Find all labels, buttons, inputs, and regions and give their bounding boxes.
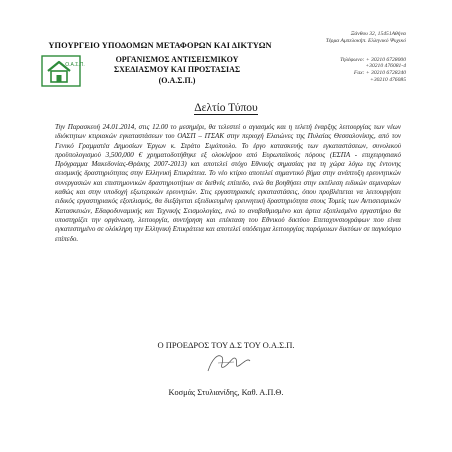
org-line-2: ΣΧΕΔΙΑΣΜΟΥ ΚΑΙ ΠΡΟΣΤΑΣΙΑΣ	[113, 65, 241, 75]
handwritten-signature-icon	[200, 349, 256, 377]
ministry-heading: ΥΠΟΥΡΓΕΙΟ ΥΠΟΔΟΜΩΝ ΜΕΤΑΦΟΡΩΝ ΚΑΙ ΔΙΚΤΥΩΝ	[48, 41, 272, 50]
body-text	[55, 123, 401, 244]
organization-name	[92, 55, 262, 86]
phone-line-2: +30210 476081-4	[365, 63, 406, 70]
svg-text:Ο.Α.Σ.Π.: Ο.Α.Σ.Π.	[65, 62, 85, 68]
oasp-logo-icon	[40, 54, 85, 88]
document-title-text: Δελτίο Τύπου	[194, 102, 258, 114]
fax-line: Fax: + 30210 6728240	[353, 70, 406, 77]
address-line-1: Ξάνθου 32, 15451Αθήνα	[350, 31, 406, 37]
org-line-1: ΟΡΓΑΝΙΣΜΟΣ ΑΝΤΙΣΕΙΣΜΙΚΟΥ	[115, 55, 239, 64]
body-paragraph: Την Παρασκευή 24.01.2014, στις 12.00 το μεσημέρι, θα τελεστεί ο αγιασμός και η τελετή έναρξης λειτουργίας των νέων ιδιόκτητων κτιριακών εγκαταστάσεων του ΟΑΣΠ – ΙΤΣΑΚ στην περιοχή Ελαιώνες της Πυλαίας Θεσσαλονίκης, από τον Γενικό Γραμματέα Δημοσίων Έργων κ. Στράτο Σιμόπουλο. Το έργο κατασκευής των εγκαταστάσεων, συνολικού προϋπολογισμού 3,500,000 € χρηματοδοτήθηκε εξ ολοκλήρου από Ευρωπαϊκούς πόρους (ΕΣΠΑ - επιχειρησιακό Πρόγραμμα Μακεδονίας-Θράκης 2007-2013) και αποτελεί στόχο Εθνικής σημασίας για τη χώρα λόγω της έντονης σεισμικής δραστηριότητας στην Ελληνική Επικράτεια. Το νέο κτίριο αποτελεί σημαντικό βήμα στην ανάπτυξη ερευνητικών συνεργασιών και επιστημονικών δραστηριοτήτων σε διεθνές επίπεδο, ενώ θα βοηθήσει στην εκτέλεση ειδικών σεμιναρίων καθώς και στην υποδοχή εξωτερικών ερευνητών. Στις εργαστηριακές εγκαταστάσεις, όπου προβλέπεται να λειτουργήσει ειδικός εργαστηριακός εξοπλισμός, θα διεξάγεται εξειδικευμένη ερευνητική δραστηριότητα στους Τομείς των Αντισεισμικών Κατασκευών, Εδαφοδυναμικής και Τεχνικής Σεισμολογίας, ενώ το αναβαθμισμένο και άρτια εξοπλισμένο εργαστήριο θα υποστηρίζει την οργάνωση, λειτουργία, συντήρηση και επέκταση του Εθνικού δικτύου Επιταχυνσιογράφων που είναι εγκατεστημένο σε ολόκληρη την Ελληνική Επικράτεια και αποτελεί υπόδειγμα λειτουργίας παρόμοιων δικτύων σε παγκόσμιο επίπεδο.	[55, 123, 401, 243]
org-line-3: (Ο.Α.Σ.Π.)	[158, 75, 196, 85]
fax-line-2: +30210 476085	[370, 76, 406, 83]
phone-line: Τηλέφωνο: + 30210 6728000	[340, 56, 406, 63]
signatory-role: Ο ΠΡΟΕΔΡΟΣ ΤΟΥ Δ.Σ ΤΟΥ Ο.Α.Σ.Π.	[157, 340, 295, 350]
contact-block	[286, 31, 406, 84]
signatory-name: Κοσμάς Στυλιανίδης, Καθ. Α.Π.Θ.	[168, 388, 284, 397]
address-line-2: Τέρμα Αμπελοκήπ. Ελληνικό Ψυχικό	[325, 37, 406, 44]
document-title	[0, 102, 452, 114]
